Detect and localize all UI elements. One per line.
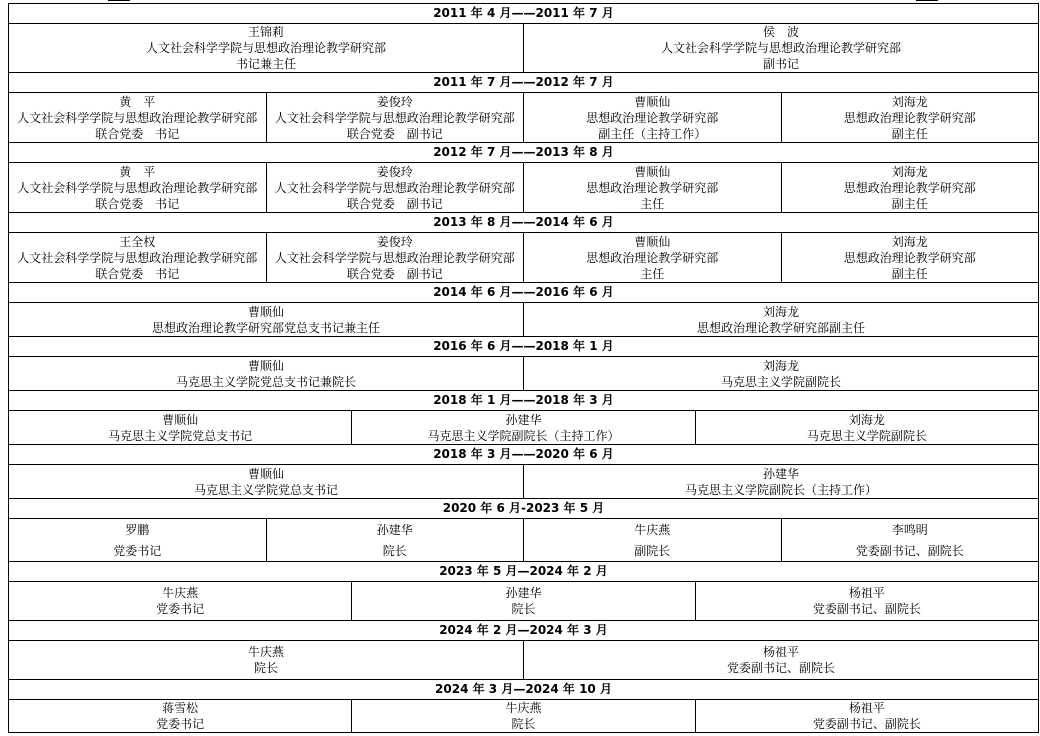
person-cell <box>9 233 266 282</box>
person-name: 孙建华 <box>505 586 542 600</box>
person-title: 副书记 <box>762 57 799 71</box>
person-title: 党委副书记、副院长 <box>812 717 921 731</box>
leadership-history-table <box>8 3 1039 733</box>
person-cell <box>351 700 694 732</box>
person-cell <box>781 233 1039 282</box>
period-header: 2013 年 8 月——2014 年 6 月 <box>9 212 1038 232</box>
person-cell <box>9 519 266 561</box>
person-title: 主任 <box>640 266 665 281</box>
person-title: 党委书记 <box>156 717 205 731</box>
person-title: 党委副书记、副院长 <box>726 661 835 675</box>
person-title: 联合党委 书记 <box>95 126 180 141</box>
person-title: 主任 <box>640 196 665 211</box>
person-name: 黄 平 <box>119 94 156 109</box>
person-cell <box>351 411 694 444</box>
person-name: 姜俊玲 <box>376 164 413 179</box>
period-row <box>9 23 1038 72</box>
period-row <box>9 92 1038 142</box>
person-name: 刘海龙 <box>848 412 885 427</box>
person-title: 联合党委 副书记 <box>346 126 443 141</box>
person-name: 曹顺仙 <box>634 164 671 179</box>
person-unit: 人文社会科学学院与思想政治理论教学研究部 <box>17 110 258 125</box>
person-cell <box>695 582 1038 620</box>
person-cell <box>351 582 694 620</box>
period-header: 2011 年 4 月——2011 年 7 月 <box>9 3 1038 23</box>
person-title: 马克思主义学院党总支书记 <box>108 428 253 443</box>
person-name: 刘海龙 <box>891 94 928 109</box>
period-row <box>9 518 1038 561</box>
period-row <box>9 356 1038 390</box>
person-title: 马克思主义学院副院长 <box>720 374 841 389</box>
person-name: 曹顺仙 <box>162 412 199 427</box>
period-row <box>9 232 1038 282</box>
period-header: 2016 年 6 月——2018 年 1 月 <box>9 336 1038 356</box>
person-unit: 人文社会科学学院与思想政治理论教学研究部 <box>17 250 258 265</box>
person-name: 孙建华 <box>505 412 542 427</box>
person-title: 马克思主义学院副院长（主持工作） <box>684 482 877 497</box>
person-cell <box>266 93 524 142</box>
person-cell <box>781 93 1039 142</box>
person-cell <box>695 700 1038 732</box>
person-name: 李鸣明 <box>891 522 928 537</box>
person-unit: 人文社会科学学院与思想政治理论教学研究部 <box>660 41 901 55</box>
person-title: 思想政治理论教学研究部副主任 <box>696 320 865 335</box>
person-name: 孙建华 <box>762 466 799 481</box>
period-row <box>9 699 1038 733</box>
person-title: 党委书记 <box>156 602 205 616</box>
person-title: 副主任 <box>891 196 928 211</box>
person-name: 杨祖平 <box>848 701 885 715</box>
person-unit: 思想政治理论教学研究部 <box>586 250 719 265</box>
person-title: 副院长 <box>634 543 671 558</box>
person-name: 牛庆燕 <box>247 645 284 659</box>
person-cell <box>523 357 1038 390</box>
person-cell <box>9 582 351 620</box>
period-header: 2014 年 6 月——2016 年 6 月 <box>9 282 1038 302</box>
person-cell <box>9 357 523 390</box>
person-cell <box>781 519 1039 561</box>
person-name: 曹顺仙 <box>247 466 284 481</box>
person-title: 书记兼主任 <box>235 57 296 71</box>
person-unit: 人文社会科学学院与思想政治理论教学研究部 <box>274 110 515 125</box>
person-name: 蒋雪松 <box>162 701 199 715</box>
period-header: 2024 年 3 月—2024 年 10 月 <box>9 679 1038 699</box>
person-title: 马克思主义学院副院长 <box>806 428 927 443</box>
person-cell <box>523 641 1038 679</box>
person-cell <box>523 465 1038 498</box>
person-title: 马克思主义学院党总支书记 <box>193 482 338 497</box>
person-name: 曹顺仙 <box>634 94 671 109</box>
person-title: 联合党委 副书记 <box>346 196 443 211</box>
person-name: 王全权 <box>119 234 156 249</box>
person-cell <box>523 519 781 561</box>
person-name: 姜俊玲 <box>376 94 413 109</box>
person-unit: 人文社会科学学院与思想政治理论教学研究部 <box>145 41 386 55</box>
person-cell <box>266 233 524 282</box>
person-title: 党委书记 <box>113 543 162 558</box>
person-name: 牛庆燕 <box>162 586 199 600</box>
person-cell <box>9 24 523 72</box>
person-cell <box>781 163 1039 212</box>
person-name: 刘海龙 <box>762 304 799 319</box>
period-header: 2012 年 7 月——2013 年 8 月 <box>9 142 1038 162</box>
period-header: 2020 年 6 月-2023 年 5 月 <box>9 498 1038 518</box>
person-cell <box>9 303 523 336</box>
person-name: 刘海龙 <box>891 164 928 179</box>
period-header: 2024 年 2 月—2024 年 3 月 <box>9 620 1038 640</box>
person-name: 侯 波 <box>762 25 799 39</box>
person-unit: 人文社会科学学院与思想政治理论教学研究部 <box>274 250 515 265</box>
person-unit: 思想政治理论教学研究部 <box>843 110 976 125</box>
person-title: 副主任（主持工作） <box>598 126 707 141</box>
person-name: 孙建华 <box>376 522 413 537</box>
person-cell <box>9 641 523 679</box>
person-name: 曹顺仙 <box>634 234 671 249</box>
person-name: 曹顺仙 <box>247 304 284 319</box>
person-cell <box>9 465 523 498</box>
person-unit: 人文社会科学学院与思想政治理论教学研究部 <box>274 180 515 195</box>
person-cell <box>523 233 781 282</box>
person-cell <box>695 411 1038 444</box>
period-header: 2011 年 7 月——2012 年 7 月 <box>9 72 1038 92</box>
person-title: 院长 <box>382 543 407 558</box>
person-name: 杨祖平 <box>848 586 885 600</box>
person-title: 马克思主义学院党总支书记兼院长 <box>175 374 356 389</box>
person-title: 联合党委 书记 <box>95 266 180 281</box>
person-name: 罗鹏 <box>125 522 150 537</box>
period-header: 2023 年 5 月—2024 年 2 月 <box>9 561 1038 581</box>
person-unit: 思想政治理论教学研究部 <box>843 250 976 265</box>
person-unit: 人文社会科学学院与思想政治理论教学研究部 <box>17 180 258 195</box>
person-name: 姜俊玲 <box>376 234 413 249</box>
person-name: 黄 平 <box>119 164 156 179</box>
period-row <box>9 302 1038 336</box>
person-cell <box>266 519 524 561</box>
person-title: 联合党委 书记 <box>95 196 180 211</box>
person-cell <box>9 93 266 142</box>
period-row <box>9 410 1038 444</box>
person-title: 副主任 <box>891 266 928 281</box>
person-title: 党委副书记、副院长 <box>812 602 921 616</box>
person-cell <box>523 24 1038 72</box>
person-title: 院长 <box>253 661 278 675</box>
person-title: 思想政治理论教学研究部党总支书记兼主任 <box>151 320 380 335</box>
person-cell <box>523 163 781 212</box>
period-row <box>9 464 1038 498</box>
person-cell <box>523 303 1038 336</box>
person-unit: 思想政治理论教学研究部 <box>586 110 719 125</box>
person-cell <box>523 93 781 142</box>
person-cell <box>9 700 351 732</box>
period-row <box>9 581 1038 620</box>
person-name: 牛庆燕 <box>634 522 671 537</box>
person-unit: 思想政治理论教学研究部 <box>843 180 976 195</box>
period-header: 2018 年 1 月——2018 年 3 月 <box>9 390 1038 410</box>
person-unit: 思想政治理论教学研究部 <box>586 180 719 195</box>
person-title: 副主任 <box>891 126 928 141</box>
person-name: 王锦莉 <box>247 25 284 39</box>
period-row <box>9 162 1038 212</box>
person-title: 院长 <box>511 717 536 731</box>
person-title: 党委副书记、副院长 <box>855 543 964 558</box>
period-header: 2018 年 3 月——2020 年 6 月 <box>9 444 1038 464</box>
person-cell <box>9 411 351 444</box>
person-title: 联合党委 副书记 <box>346 266 443 281</box>
person-name: 曹顺仙 <box>247 358 284 373</box>
person-cell <box>9 163 266 212</box>
person-title: 马克思主义学院副院长（主持工作） <box>427 428 620 443</box>
person-name: 刘海龙 <box>762 358 799 373</box>
person-name: 刘海龙 <box>891 234 928 249</box>
person-name: 杨祖平 <box>762 645 799 659</box>
period-row <box>9 640 1038 679</box>
person-title: 院长 <box>511 602 536 616</box>
person-cell <box>266 163 524 212</box>
person-name: 牛庆燕 <box>505 701 542 715</box>
